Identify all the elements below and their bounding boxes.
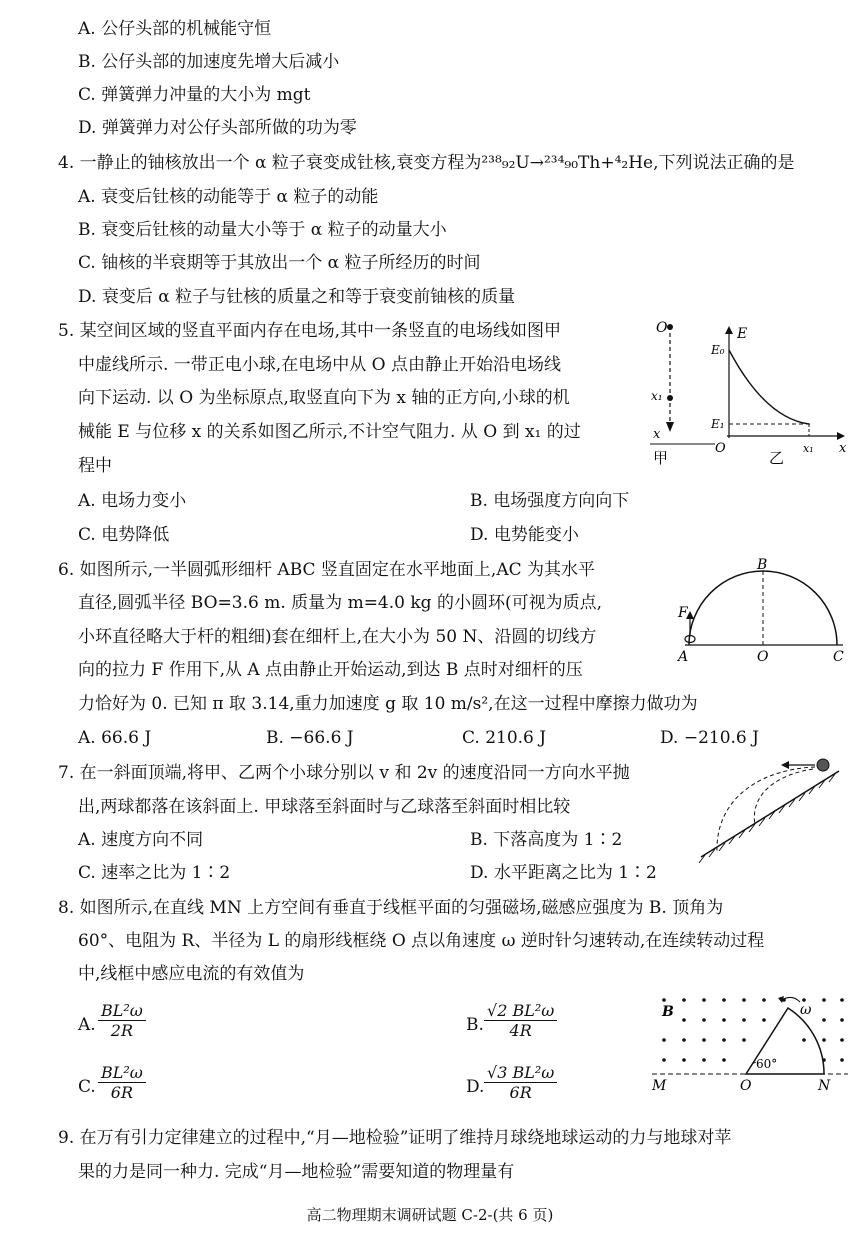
q3-option-b: B. 公仔头部的加速度先增大后减小 bbox=[78, 52, 340, 72]
q8-option-c-fraction bbox=[98, 1063, 146, 1102]
q6-option-d: D. −210.6 J bbox=[660, 728, 759, 748]
q8-fig-omega-label: ω bbox=[800, 1002, 812, 1018]
q8-fig-m-label: M bbox=[652, 1078, 667, 1092]
q7-line-2: 出,两球都落在该斜面上. 甲球落至斜面时与乙球落至斜面时相比较 bbox=[78, 797, 571, 817]
q5-fig-x1-label: x₁ bbox=[651, 389, 663, 403]
q6-option-c: C. 210.6 J bbox=[462, 728, 547, 748]
q5-option-c: C. 电势降低 bbox=[78, 525, 170, 545]
q5-fig-o-label: O bbox=[656, 320, 668, 336]
q5-fig-x1-axis-label: x₁ bbox=[803, 442, 814, 455]
q7-option-c: C. 速率之比为 1∶2 bbox=[78, 863, 231, 883]
q5-line-2: 中虚线所示. 一带正电小球,在电场中从 O 点由静止开始沿电场线 bbox=[78, 355, 561, 375]
q5-fig-x-label: x bbox=[653, 427, 661, 442]
q4-option-a: A. 衰变后钍核的动能等于 α 粒子的动能 bbox=[78, 187, 379, 207]
q8-fig-n-label: N bbox=[818, 1078, 831, 1092]
q9-line-2: 果的力是同一种力. 完成“月—地检验”需要知道的物理量有 bbox=[78, 1162, 515, 1182]
q8-option-a-numerator: BL²ω bbox=[98, 1001, 146, 1021]
q6-line-3: 小环直径略大于杆的粗细)套在细杆上,在大小为 50 N、沿圆的切线方 bbox=[78, 627, 597, 647]
q3-option-c: C. 弹簧弹力冲量的大小为 mgt bbox=[78, 85, 311, 105]
q3-option-a: A. 公仔头部的机械能守恒 bbox=[78, 19, 272, 39]
q5-fig-yi-label: 乙 bbox=[769, 449, 785, 467]
q5-line-5: 程中 bbox=[78, 456, 112, 476]
q4-option-d: D. 衰变后 α 粒子与钍核的质量之和等于衰变前铀核的质量 bbox=[78, 287, 516, 307]
q8-fig-o-label: O bbox=[740, 1078, 752, 1092]
q7-line-1: 7. 在一斜面顶端,将甲、乙两个小球分别以 v 和 2v 的速度沿同一方向水平抛 bbox=[58, 763, 630, 783]
q8-option-b-fraction bbox=[484, 1001, 557, 1040]
q8-fig-b-label: B bbox=[662, 1004, 674, 1020]
q8-option-d-fraction bbox=[484, 1063, 557, 1102]
q8-option-d-label: D. bbox=[466, 1077, 485, 1097]
q5-fig-e-label: E bbox=[737, 326, 748, 342]
q7-option-b: B. 下落高度为 1∶2 bbox=[470, 830, 623, 850]
q5-fig-e0-label: E₀ bbox=[711, 343, 725, 357]
q8-option-c-numerator: BL²ω bbox=[98, 1063, 146, 1083]
q6-line-2: 直径,圆弧半径 BO=3.6 m. 质量为 m=4.0 kg 的小圆环(可视为质点, bbox=[78, 593, 602, 613]
q5-line-1: 5. 某空间区域的竖直平面内存在电场,其中一条竖直的电场线如图甲 bbox=[58, 321, 562, 341]
q6-fig-b-label: B bbox=[757, 557, 768, 573]
q5-option-b: B. 电场强度方向向下 bbox=[470, 491, 630, 511]
q8-figure bbox=[650, 992, 850, 1092]
q6-line-5: 力恰好为 0. 已知 π 取 3.14,重力加速度 g 取 10 m/s²,在这一过程中摩擦力做功为 bbox=[78, 694, 698, 714]
q5-fig-jia-label: 甲 bbox=[653, 449, 669, 467]
q8-option-b-label: B. bbox=[466, 1015, 484, 1035]
q8-line-2: 60°、电阻为 R、半径为 L 的扇形线框绕 O 点以角速度 ω 逆时针匀速转动,在连续转动过程 bbox=[78, 931, 765, 951]
q8-option-c-denominator: 6R bbox=[110, 1083, 134, 1102]
q6-option-a: A. 66.6 J bbox=[78, 728, 152, 748]
q8-option-c-label: C. bbox=[78, 1077, 96, 1097]
q6-fig-c-label: C bbox=[833, 649, 844, 665]
q6-fig-a-label: A bbox=[678, 649, 689, 665]
q8-option-b-numerator: √2 BL²ω bbox=[484, 1001, 557, 1021]
q8-option-a-label: A. bbox=[78, 1015, 96, 1035]
q8-option-d-denominator: 6R bbox=[509, 1083, 532, 1102]
q8-option-b-denominator: 4R bbox=[509, 1021, 532, 1040]
q5-line-3: 向下运动. 以 O 为坐标原点,取竖直向下为 x 轴的正方向,小球的机 bbox=[78, 388, 570, 408]
q3-option-d: D. 弹簧弹力对公仔头部所做的功为零 bbox=[78, 118, 357, 138]
q7-option-a: A. 速度方向不同 bbox=[78, 830, 204, 850]
q8-option-a-fraction bbox=[98, 1001, 146, 1040]
q7-option-d: D. 水平距离之比为 1∶2 bbox=[470, 863, 657, 883]
q4-option-b: B. 衰变后钍核的动量大小等于 α 粒子的动量大小 bbox=[78, 220, 447, 240]
q6-fig-o-label: O bbox=[757, 649, 769, 665]
q4-stem: 4. 一静止的铀核放出一个 α 粒子衰变成钍核,衰变方程为²³⁸₉₂U→²³⁴₉₀Th+⁴₂He,下列说法正确的是 bbox=[58, 153, 795, 173]
q5-fig-e1-label: E₁ bbox=[711, 417, 725, 431]
q7-figure bbox=[695, 755, 845, 865]
q5-figure bbox=[645, 318, 850, 473]
q6-line-1: 6. 如图所示,一半圆弧形细杆 ABC 竖直固定在水平地面上,AC 为其水平 bbox=[58, 560, 596, 580]
q4-option-c: C. 铀核的半衰期等于其放出一个 α 粒子所经历的时间 bbox=[78, 253, 481, 273]
q6-figure bbox=[675, 555, 850, 665]
q8-line-3: 中,线框中感应电流的有效值为 bbox=[78, 964, 305, 984]
q9-line-1: 9. 在万有引力定律建立的过程中,“月—地检验”证明了维持月球绕地球运动的力与地球对苹 bbox=[58, 1128, 732, 1148]
q8-line-1: 8. 如图所示,在直线 MN 上方空间有垂直于线框平面的匀强磁场,磁感应强度为 B. 顶角为 bbox=[58, 898, 724, 918]
q8-option-d-numerator: √3 BL²ω bbox=[484, 1063, 557, 1083]
page-footer: 高二物理期末调研试题 C-2-(共 6 页) bbox=[306, 1206, 554, 1224]
q5-fig-x-axis-label: x bbox=[839, 441, 847, 456]
q8-fig-angle-label: 60° bbox=[756, 1057, 778, 1071]
q5-line-4: 械能 E 与位移 x 的关系如图乙所示,不计空气阻力. 从 O 到 x₁ 的过 bbox=[78, 422, 581, 442]
q5-option-a: A. 电场力变小 bbox=[78, 491, 187, 511]
q6-option-b: B. −66.6 J bbox=[266, 728, 354, 748]
q6-fig-f-label: F bbox=[678, 605, 688, 621]
q5-option-d: D. 电势能变小 bbox=[470, 525, 579, 545]
q5-fig-origin-label: O bbox=[715, 441, 726, 456]
q8-option-a-denominator: 2R bbox=[110, 1021, 134, 1040]
q6-line-4: 向的拉力 F 作用下,从 A 点由静止开始运动,到达 B 点时对细杆的压 bbox=[78, 660, 583, 680]
